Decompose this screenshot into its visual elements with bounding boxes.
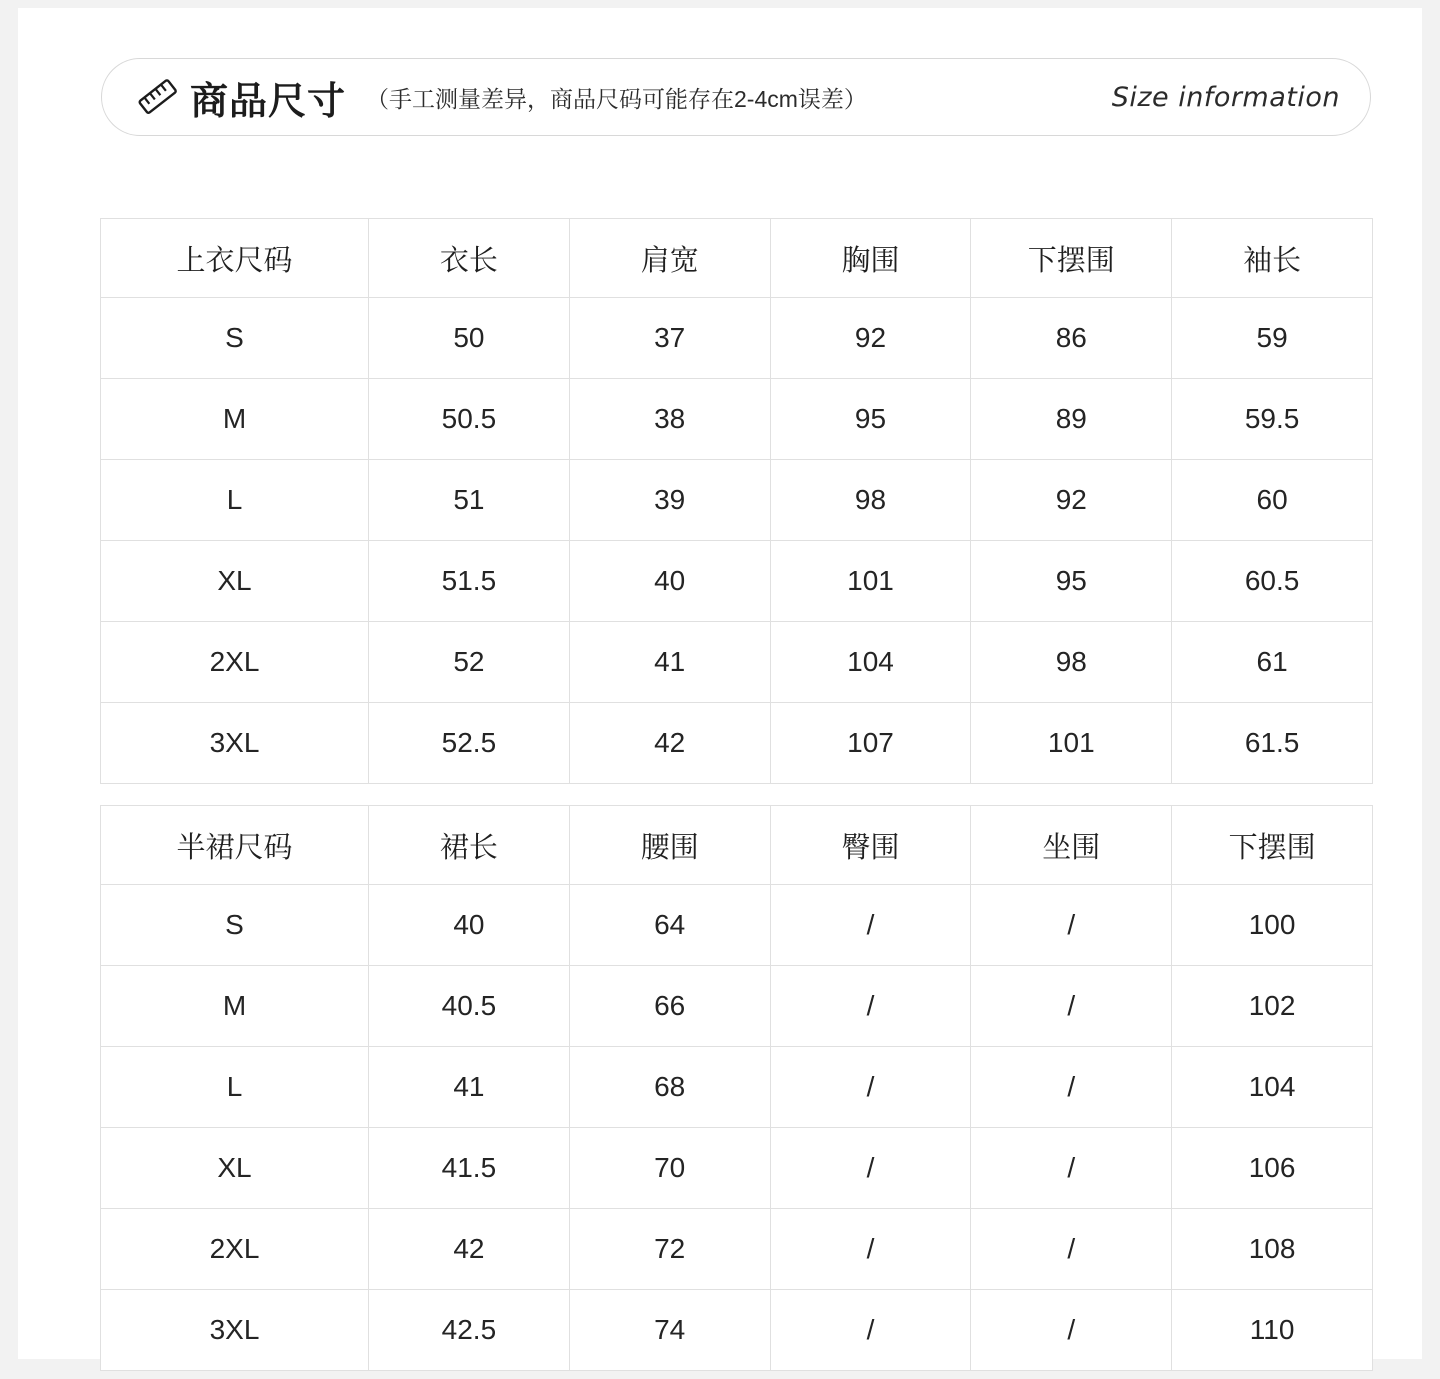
- table-row: [101, 966, 1373, 1047]
- table-cell: 42: [369, 1209, 570, 1290]
- size-label: S: [101, 885, 369, 966]
- table-row: [101, 541, 1373, 622]
- ruler-icon: [136, 77, 180, 117]
- size-label: S: [101, 298, 369, 379]
- table-cell: 51.5: [369, 541, 570, 622]
- table-cell: /: [770, 885, 971, 966]
- table-cell: /: [971, 1209, 1172, 1290]
- table-cell: 66: [569, 966, 770, 1047]
- table-cell: 60.5: [1172, 541, 1373, 622]
- table-cell: 110: [1172, 1290, 1373, 1371]
- table-cell: 42.5: [369, 1290, 570, 1371]
- column-header: 半裙尺码: [101, 806, 369, 885]
- table-cell: 41: [369, 1047, 570, 1128]
- table-cell: 101: [971, 703, 1172, 784]
- column-header: 上衣尺码: [101, 219, 369, 298]
- table-cell: /: [770, 1209, 971, 1290]
- size-header-banner: [101, 58, 1371, 136]
- table-cell: 104: [1172, 1047, 1373, 1128]
- table-cell: 102: [1172, 966, 1373, 1047]
- table-cell: 38: [569, 379, 770, 460]
- table-row: [101, 1128, 1373, 1209]
- measurement-note: （手工测量差异，商品尺码可能存在2-4cm误差）: [366, 85, 867, 112]
- size-label: 2XL: [101, 622, 369, 703]
- table-cell: 59: [1172, 298, 1373, 379]
- table-cell: 40: [569, 541, 770, 622]
- size-label: 3XL: [101, 703, 369, 784]
- column-header: 下摆围: [1172, 806, 1373, 885]
- table-row: [101, 622, 1373, 703]
- column-header: 胸围: [770, 219, 971, 298]
- table-cell: 100: [1172, 885, 1373, 966]
- table-cell: 52.5: [369, 703, 570, 784]
- column-header: 肩宽: [569, 219, 770, 298]
- column-header: 袖长: [1172, 219, 1373, 298]
- table-cell: 50.5: [369, 379, 570, 460]
- table-cell: 104: [770, 622, 971, 703]
- table-cell: 61: [1172, 622, 1373, 703]
- table-cell: 51: [369, 460, 570, 541]
- table-cell: 42: [569, 703, 770, 784]
- table-row: [101, 1047, 1373, 1128]
- table-cell: 52: [369, 622, 570, 703]
- table-row: [101, 703, 1373, 784]
- table-cell: 61.5: [1172, 703, 1373, 784]
- table-cell: 106: [1172, 1128, 1373, 1209]
- table-cell: 108: [1172, 1209, 1373, 1290]
- top-size-table: [100, 218, 1373, 784]
- table-cell: 92: [770, 298, 971, 379]
- table-cell: 72: [569, 1209, 770, 1290]
- table-cell: 40.5: [369, 966, 570, 1047]
- table-cell: 98: [971, 622, 1172, 703]
- table-cell: 89: [971, 379, 1172, 460]
- table-cell: 98: [770, 460, 971, 541]
- table-cell: /: [971, 1047, 1172, 1128]
- skirt-size-table: [100, 805, 1373, 1371]
- page-title-en: Size information: [1111, 81, 1340, 113]
- column-header: 臀围: [770, 806, 971, 885]
- table-cell: 68: [569, 1047, 770, 1128]
- table-header-row: [101, 219, 1373, 298]
- table-cell: 37: [569, 298, 770, 379]
- table-cell: /: [770, 1290, 971, 1371]
- table-cell: /: [770, 966, 971, 1047]
- table-cell: 40: [369, 885, 570, 966]
- table-row: [101, 885, 1373, 966]
- table-cell: 101: [770, 541, 971, 622]
- table-cell: 70: [569, 1128, 770, 1209]
- table-cell: 74: [569, 1290, 770, 1371]
- size-label: 2XL: [101, 1209, 369, 1290]
- table-cell: 59.5: [1172, 379, 1373, 460]
- column-header: 衣长: [369, 219, 570, 298]
- size-label: XL: [101, 541, 369, 622]
- size-label: 3XL: [101, 1290, 369, 1371]
- page-frame-left: [0, 0, 18, 1379]
- table-cell: 92: [971, 460, 1172, 541]
- size-label: L: [101, 460, 369, 541]
- table-cell: 64: [569, 885, 770, 966]
- table-cell: 95: [971, 541, 1172, 622]
- table-cell: /: [971, 966, 1172, 1047]
- size-label: M: [101, 966, 369, 1047]
- page-title: 商品尺寸: [190, 80, 347, 123]
- table-cell: 50: [369, 298, 570, 379]
- table-cell: 41.5: [369, 1128, 570, 1209]
- table-header-row: [101, 806, 1373, 885]
- table-cell: 95: [770, 379, 971, 460]
- size-label: M: [101, 379, 369, 460]
- column-header: 坐围: [971, 806, 1172, 885]
- table-cell: /: [770, 1047, 971, 1128]
- content-area: [18, 8, 1422, 1359]
- table-cell: 86: [971, 298, 1172, 379]
- table-row: [101, 1290, 1373, 1371]
- table-cell: 39: [569, 460, 770, 541]
- column-header: 腰围: [569, 806, 770, 885]
- size-label: L: [101, 1047, 369, 1128]
- table-cell: /: [971, 1290, 1172, 1371]
- table-cell: 60: [1172, 460, 1373, 541]
- table-row: [101, 460, 1373, 541]
- table-cell: /: [971, 885, 1172, 966]
- table-row: [101, 298, 1373, 379]
- table-cell: /: [971, 1128, 1172, 1209]
- page-frame-top: [0, 0, 1440, 8]
- table-row: [101, 379, 1373, 460]
- column-header: 下摆围: [971, 219, 1172, 298]
- table-cell: 107: [770, 703, 971, 784]
- table-cell: 41: [569, 622, 770, 703]
- size-label: XL: [101, 1128, 369, 1209]
- column-header: 裙长: [369, 806, 570, 885]
- table-row: [101, 1209, 1373, 1290]
- table-cell: /: [770, 1128, 971, 1209]
- page-frame-right: [1422, 0, 1440, 1379]
